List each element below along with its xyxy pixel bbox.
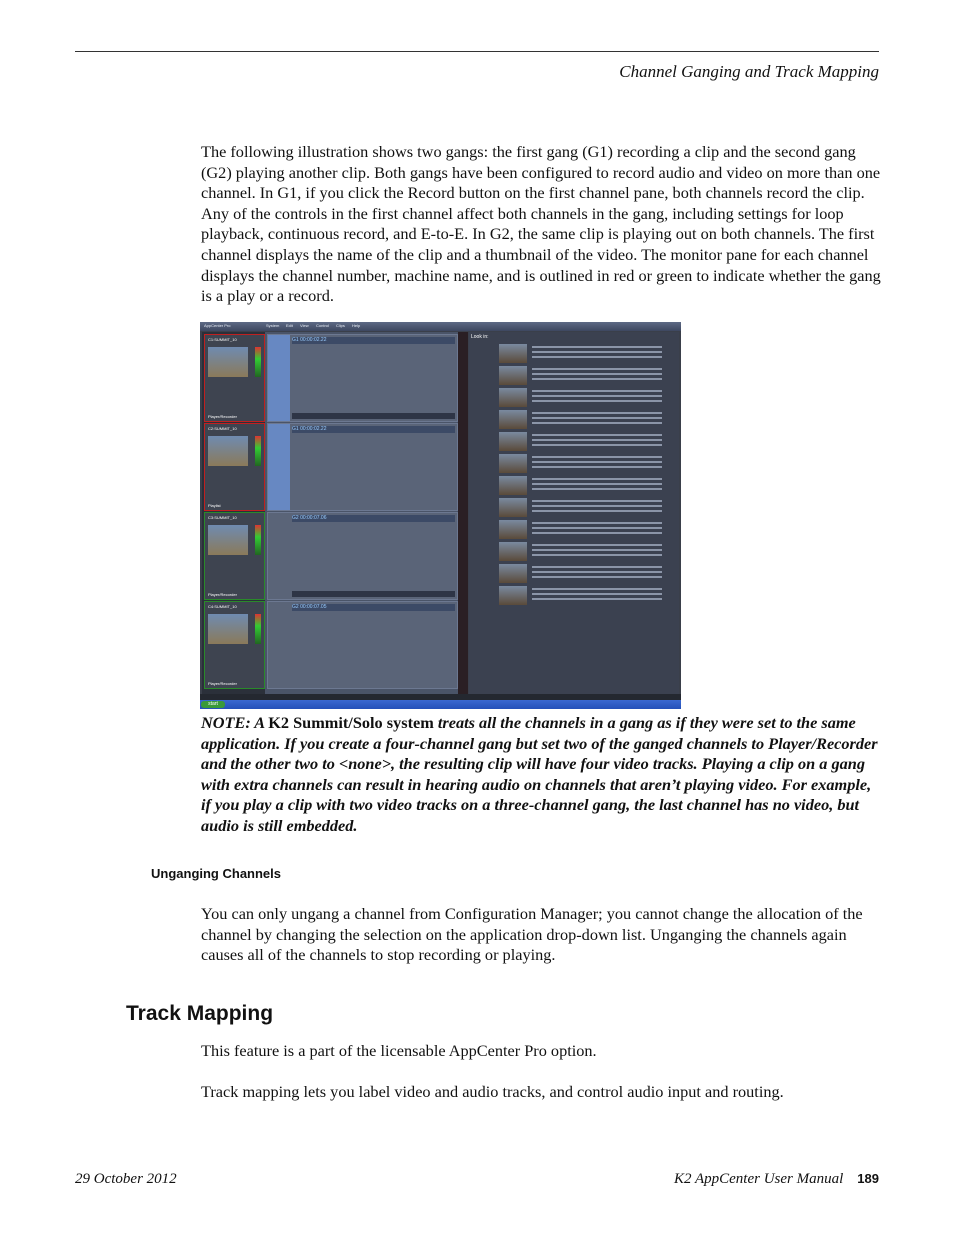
gang-strip [268,335,290,421]
transport-controls[interactable] [292,413,455,419]
pane-header: G2 00:00:07.06 [292,515,455,522]
channel-monitor[interactable]: C1:SUMMIT_10 Player/Recorder [204,334,265,422]
clip-row[interactable] [499,410,669,430]
channel-pane[interactable] [267,334,458,422]
pane-header: G1 00:00:02.22 [292,426,455,433]
audio-meter [255,347,261,377]
video-thumbnail [208,614,248,644]
product-name: K2 Summit/Solo system [268,713,434,732]
footer-title: K2 AppCenter User Manual [673,1171,844,1187]
page-number: 189 [857,1171,879,1186]
audio-meter [255,436,261,466]
header-rule [75,51,879,52]
channel-pane[interactable] [267,512,458,600]
clips-bin [469,332,679,700]
clip-row[interactable] [499,476,669,496]
transport-controls[interactable] [292,591,455,597]
pane-header: G1 00:00:02.22 [292,337,455,344]
channel-pane[interactable] [267,423,458,511]
clip-row[interactable] [499,344,669,364]
clip-row[interactable] [499,542,669,562]
channel-monitor[interactable]: C4:SUMMIT_10 Player/Recorder [204,601,265,689]
gang-strip [268,424,290,510]
video-thumbnail [208,525,248,555]
app-title-bar [200,322,681,331]
unganging-paragraph: You can only ungang a channel from Configuration Manager; you cannot change the allocation of the channel by changing the selection on the application drop-down list. Unganging the channels again causes all of the channels to stop recording or playing. [201,904,863,965]
pane-header: G2 00:00:07.05 [292,604,455,611]
footer-date: 29 October 2012 [75,1171,177,1187]
section-heading-track-mapping: Track Mapping [126,1002,274,1025]
section-heading-unganging: Unganging Channels [151,866,281,881]
channel-monitor[interactable]: C2:SUMMIT_10 Playlist [204,423,265,511]
start-button[interactable]: start [201,701,225,708]
footer-title-page [674,1171,879,1188]
clip-row[interactable] [499,454,669,474]
video-thumbnail [208,347,248,377]
clip-row[interactable] [499,586,669,606]
clip-row[interactable] [499,564,669,584]
clip-row[interactable] [499,498,669,518]
menu-view[interactable]: View [300,323,309,328]
clip-row[interactable] [499,432,669,452]
clip-row[interactable] [499,366,669,386]
channel-pane[interactable] [267,601,458,689]
menu-system[interactable]: System [266,323,280,328]
windows-taskbar [200,700,681,709]
pane-divider[interactable] [458,332,468,700]
intro-paragraph: The following illustration shows two gangs: the first gang (G1) recording a clip and the second gang (G2) playing another clip. Both gangs have been configured to record audio and video on more than one channel. In G1, if you click the Record button on the first channel pane, both channels record the clip. Any of the controls in the first channel affect both channels in the gang, including settings for loop playback, continuous record, and E-to-E. In G2, the same clip is playing out on both channels. The first channel displays the name of the clip and a thumbnail of the video. The monitor pane for each channel displays the channel number, machine name, and is outlined in red or green to indicate whether the gang is a play or a record. [201,142,881,306]
app-title: AppCenter Pro [204,323,231,328]
running-head: Channel Ganging and Track Mapping [619,62,879,81]
audio-meter [255,614,261,644]
bin-title: Look in: [471,334,489,340]
video-thumbnail [208,436,248,466]
menu-edit[interactable]: Edit [286,323,293,328]
track-mapping-para-1: This feature is a part of the licensable AppCenter Pro option. [201,1041,597,1060]
channel-pane-column [265,332,458,700]
menu-control[interactable]: Control [316,323,329,328]
clip-row[interactable] [499,388,669,408]
monitor-column [202,332,265,700]
menu-help[interactable]: Help [352,323,361,328]
appcenter-screenshot [200,322,681,709]
note-block: NOTE: A K2 Summit/Solo system treats all the channels in a gang as if they were set to the same application. If you create a four-channel gang but set two of the ganged channels to Player/Recorder and the other two to <none>, the resulting clip will have four video tracks. Playing a clip on a gang with extra channels can result in hearing audio on channels that aren’t playing video. For example, if you play a clip with two video tracks on a three-channel gang, the last channel has no video, but audio is still embedded. [201,713,878,835]
track-mapping-para-2: Track mapping lets you label video and audio tracks, and control audio input and routing. [201,1082,784,1101]
menu-clips[interactable]: Clips [336,323,345,328]
clip-row[interactable] [499,520,669,540]
channel-monitor[interactable]: C3:SUMMIT_10 Player/Recorder [204,512,265,600]
audio-meter [255,525,261,555]
